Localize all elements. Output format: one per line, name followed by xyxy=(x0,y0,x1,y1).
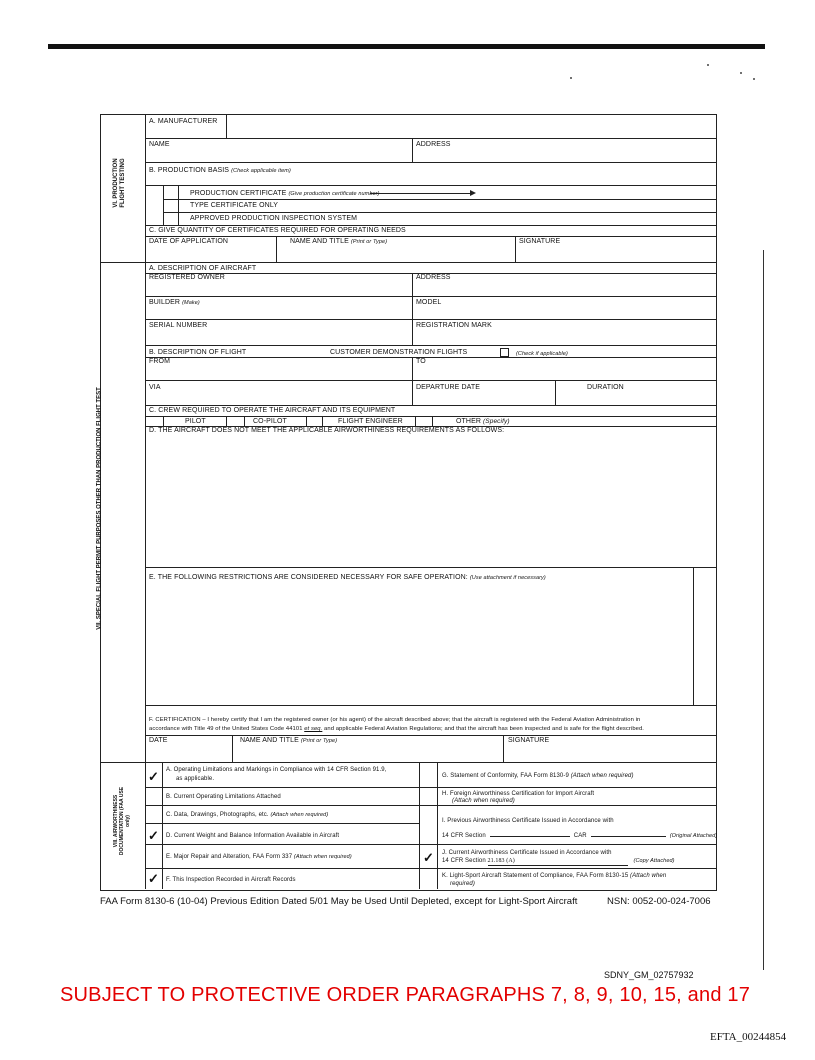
row-rule xyxy=(145,705,716,706)
row-rule xyxy=(145,236,716,237)
quantity-label: C. GIVE QUANTITY OF CERTIFICATES REQUIRED FOR OPERATING NEEDS xyxy=(149,227,406,234)
row-rule xyxy=(145,823,419,824)
owner-address-label: ADDRESS xyxy=(416,274,451,281)
builder-label: BUILDER (Make) xyxy=(149,299,200,306)
crew-cb-rule xyxy=(244,416,245,426)
row-rule xyxy=(145,416,716,417)
item-i-line1: I. Previous Airworthiness Certificate Issued in Accordance with xyxy=(442,818,614,824)
row-rule xyxy=(145,868,716,869)
certification-line-2: accordance with Title 49 of the United States Code 44101 et seq. and applicable Federal Aviation Regulations; and that the aircraft has been inspected and is safe for the flight described. xyxy=(149,726,645,732)
registered-owner-label: REGISTERED OWNER xyxy=(149,274,225,281)
item-b: B. Current Operating Limitations Attached xyxy=(166,794,281,800)
co-pilot-option: CO-PILOT xyxy=(253,418,287,425)
cell-divider xyxy=(226,114,227,138)
approved-production-option: APPROVED PRODUCTION INSPECTION SYSTEM xyxy=(190,215,358,222)
item-j-line2: 14 CFR Section 21.183 (A) (Copy Attached) xyxy=(442,858,675,864)
row-rule xyxy=(145,735,716,736)
certification-line-1: F. CERTIFICATION – I hereby certify that I am the registered owner (or his agent) of the aircraft described above; that the aircraft is registered with the Federal Aviation Administration in xyxy=(149,717,641,723)
section-rule xyxy=(100,262,716,263)
s7-name-title-label: NAME AND TITLE (Print or Type) xyxy=(240,737,338,744)
scan-speck xyxy=(753,78,755,80)
description-of-aircraft-label: A. DESCRIPTION OF AIRCRAFT xyxy=(149,265,257,272)
customer-demo-label: CUSTOMER DEMONSTRATION FLIGHTS xyxy=(330,349,468,356)
cell-divider xyxy=(503,735,504,762)
row-rule xyxy=(145,345,716,346)
row-rule xyxy=(145,185,716,186)
item-h-line2: (Attach when required) xyxy=(452,798,515,804)
cell-divider xyxy=(412,138,413,162)
flight-engineer-option: FLIGHT ENGINEER xyxy=(338,418,403,425)
s7-date-label: DATE xyxy=(149,737,168,744)
efta-number: EFTA_00244854 xyxy=(710,1031,787,1043)
s6-name-title-label: NAME AND TITLE (Print or Type) xyxy=(290,238,388,245)
customer-demo-note: (Check if applicable) xyxy=(516,351,568,357)
customer-demo-checkbox[interactable] xyxy=(500,348,509,357)
cell-divider xyxy=(232,735,233,762)
mfr-name-label: NAME xyxy=(149,141,170,148)
section-rule xyxy=(100,762,716,763)
production-basis-label: B. PRODUCTION BASIS (Check applicable item) xyxy=(149,167,291,174)
row-rule xyxy=(163,199,716,200)
item-g: G. Statement of Conformity, FAA Form 8130-9 (Attach when required) xyxy=(442,773,634,779)
row-rule xyxy=(163,212,716,213)
section6-divider xyxy=(145,114,146,262)
nsn-footer: NSN: 0052-00-024-7006 xyxy=(607,896,711,907)
crew-cb-rule xyxy=(322,416,323,426)
cell-divider xyxy=(515,236,516,262)
row-rule xyxy=(145,357,716,358)
cell-divider xyxy=(412,273,413,345)
s7-signature-label: SIGNATURE xyxy=(508,737,550,744)
row-rule xyxy=(145,319,716,320)
section7-side-label: VII. SPECIAL FLIGHT PERMIT PURPOSES OTHER THAN PRODUCTION FLIGHT TEST xyxy=(96,387,103,630)
mfr-address-label: ADDRESS xyxy=(416,141,451,148)
arrow-head xyxy=(470,190,476,196)
item-k-line2: required) xyxy=(450,881,475,887)
check-col-rule xyxy=(162,762,163,889)
item-a-line2: as applicable. xyxy=(176,776,215,782)
scan-speck xyxy=(707,64,709,66)
item-i-line2: 14 CFR Section CAR (Original Attached) xyxy=(442,833,718,839)
row-rule xyxy=(145,162,716,163)
row-rule xyxy=(145,225,716,226)
right-edge-rule xyxy=(763,250,764,970)
row-rule xyxy=(145,844,716,845)
to-label: TO xyxy=(416,358,426,365)
item-k-line1: K. Light-Sport Aircraft Statement of Compliance, FAA Form 8130-15 (Attach when xyxy=(442,873,667,879)
row-rule xyxy=(145,296,716,297)
description-of-flight-label: B. DESCRIPTION OF FLIGHT xyxy=(149,349,247,356)
item-f: F. This Inspection Recorded in Aircraft Records xyxy=(166,877,296,883)
duration-label: DURATION xyxy=(587,384,624,391)
other-option: OTHER (Specify) xyxy=(456,418,510,425)
check-f[interactable]: ✓ xyxy=(148,871,159,886)
production-certificate-option: PRODUCTION CERTIFICATE (Give production certificate number) xyxy=(190,190,380,197)
date-of-application-label: DATE OF APPLICATION xyxy=(149,238,229,245)
check-d[interactable]: ✓ xyxy=(148,828,159,843)
cell-divider xyxy=(555,380,556,405)
row-rule xyxy=(145,380,716,381)
form-number-footer: FAA Form 8130-6 (10-04) Previous Edition Dated 5/01 May be Used Until Depleted, except for Light-Sport Aircraft xyxy=(100,896,578,907)
checkbox-col-rule xyxy=(178,185,179,225)
protective-order-notice: SUBJECT TO PROTECTIVE ORDER PARAGRAPHS 7, 8, 9, 10, 15, and 17 xyxy=(60,984,751,1006)
model-label: MODEL xyxy=(416,299,442,306)
type-certificate-option: TYPE CERTIFICATE ONLY xyxy=(190,202,279,209)
crew-cb-rule xyxy=(415,416,416,426)
item-e: E. Major Repair and Alteration, FAA Form 337 (Attach when required) xyxy=(166,854,352,860)
row-rule xyxy=(145,138,716,139)
via-label: VIA xyxy=(149,384,161,391)
arrow-line xyxy=(370,193,472,194)
crew-cb-rule xyxy=(432,416,433,426)
restrictions-label: E. THE FOLLOWING RESTRICTIONS ARE CONSIDERED NECESSARY FOR SAFE OPERATION: (Use attachment if necessary) xyxy=(149,574,546,581)
section8-side-label: VIII. AIRWORTHINESS DOCUMENTATION (FAA USE only) xyxy=(113,786,131,856)
check-a[interactable]: ✓ xyxy=(148,769,159,784)
check-j[interactable]: ✓ xyxy=(423,850,434,865)
middle-col-rule xyxy=(419,762,420,889)
row-rule xyxy=(145,567,716,568)
pilot-option: PILOT xyxy=(185,418,206,425)
row-rule xyxy=(145,805,716,806)
item-a-line1: A. Operating Limitations and Markings in Compliance with 14 CFR Section 91.9, xyxy=(166,767,387,773)
check-col-rule xyxy=(437,762,438,889)
section6-side-label: VI. PRODUCTION FLIGHT TESTING xyxy=(113,158,126,208)
top-border-bar xyxy=(48,44,765,49)
item-d: D. Current Weight and Balance Information Available in Aircraft xyxy=(166,833,340,839)
checkbox-col-rule xyxy=(163,185,164,225)
section7-divider xyxy=(145,262,146,762)
crew-cb-rule xyxy=(226,416,227,426)
departure-date-label: DEPARTURE DATE xyxy=(416,384,481,391)
row-rule xyxy=(145,787,716,788)
cell-divider xyxy=(276,236,277,262)
s6-signature-label: SIGNATURE xyxy=(519,238,561,245)
crew-cb-rule xyxy=(306,416,307,426)
item-j-line1: J. Current Airworthiness Certificate Issued in Accordance with xyxy=(442,850,612,856)
row-rule xyxy=(145,405,716,406)
from-label: FROM xyxy=(149,358,171,365)
registration-mark-label: REGISTRATION MARK xyxy=(416,322,492,329)
bates-doc-id: SDNY_GM_02757932 xyxy=(604,970,694,980)
crew-cb-rule xyxy=(163,416,164,426)
cell-divider xyxy=(412,357,413,405)
scan-speck xyxy=(740,72,742,74)
section8-divider xyxy=(145,762,146,889)
item-h-line1: H. Foreign Airworthiness Certification for Import Aircraft xyxy=(442,791,595,797)
serial-number-label: SERIAL NUMBER xyxy=(149,322,208,329)
item-c: C. Data, Drawings, Photographs, etc. (Attach when required) xyxy=(166,812,329,818)
crew-required-label: C. CREW REQUIRED TO OPERATE THE AIRCRAFT AND ITS EQUIPMENT xyxy=(149,407,396,414)
scan-speck xyxy=(570,77,572,79)
manufacturer-label: A. MANUFACTURER xyxy=(149,118,218,125)
restrictions-margin-rule xyxy=(693,567,694,705)
not-meet-label: D. THE AIRCRAFT DOES NOT MEET THE APPLICABLE AIRWORTHINESS REQUIREMENTS AS FOLLOWS: xyxy=(149,427,505,434)
